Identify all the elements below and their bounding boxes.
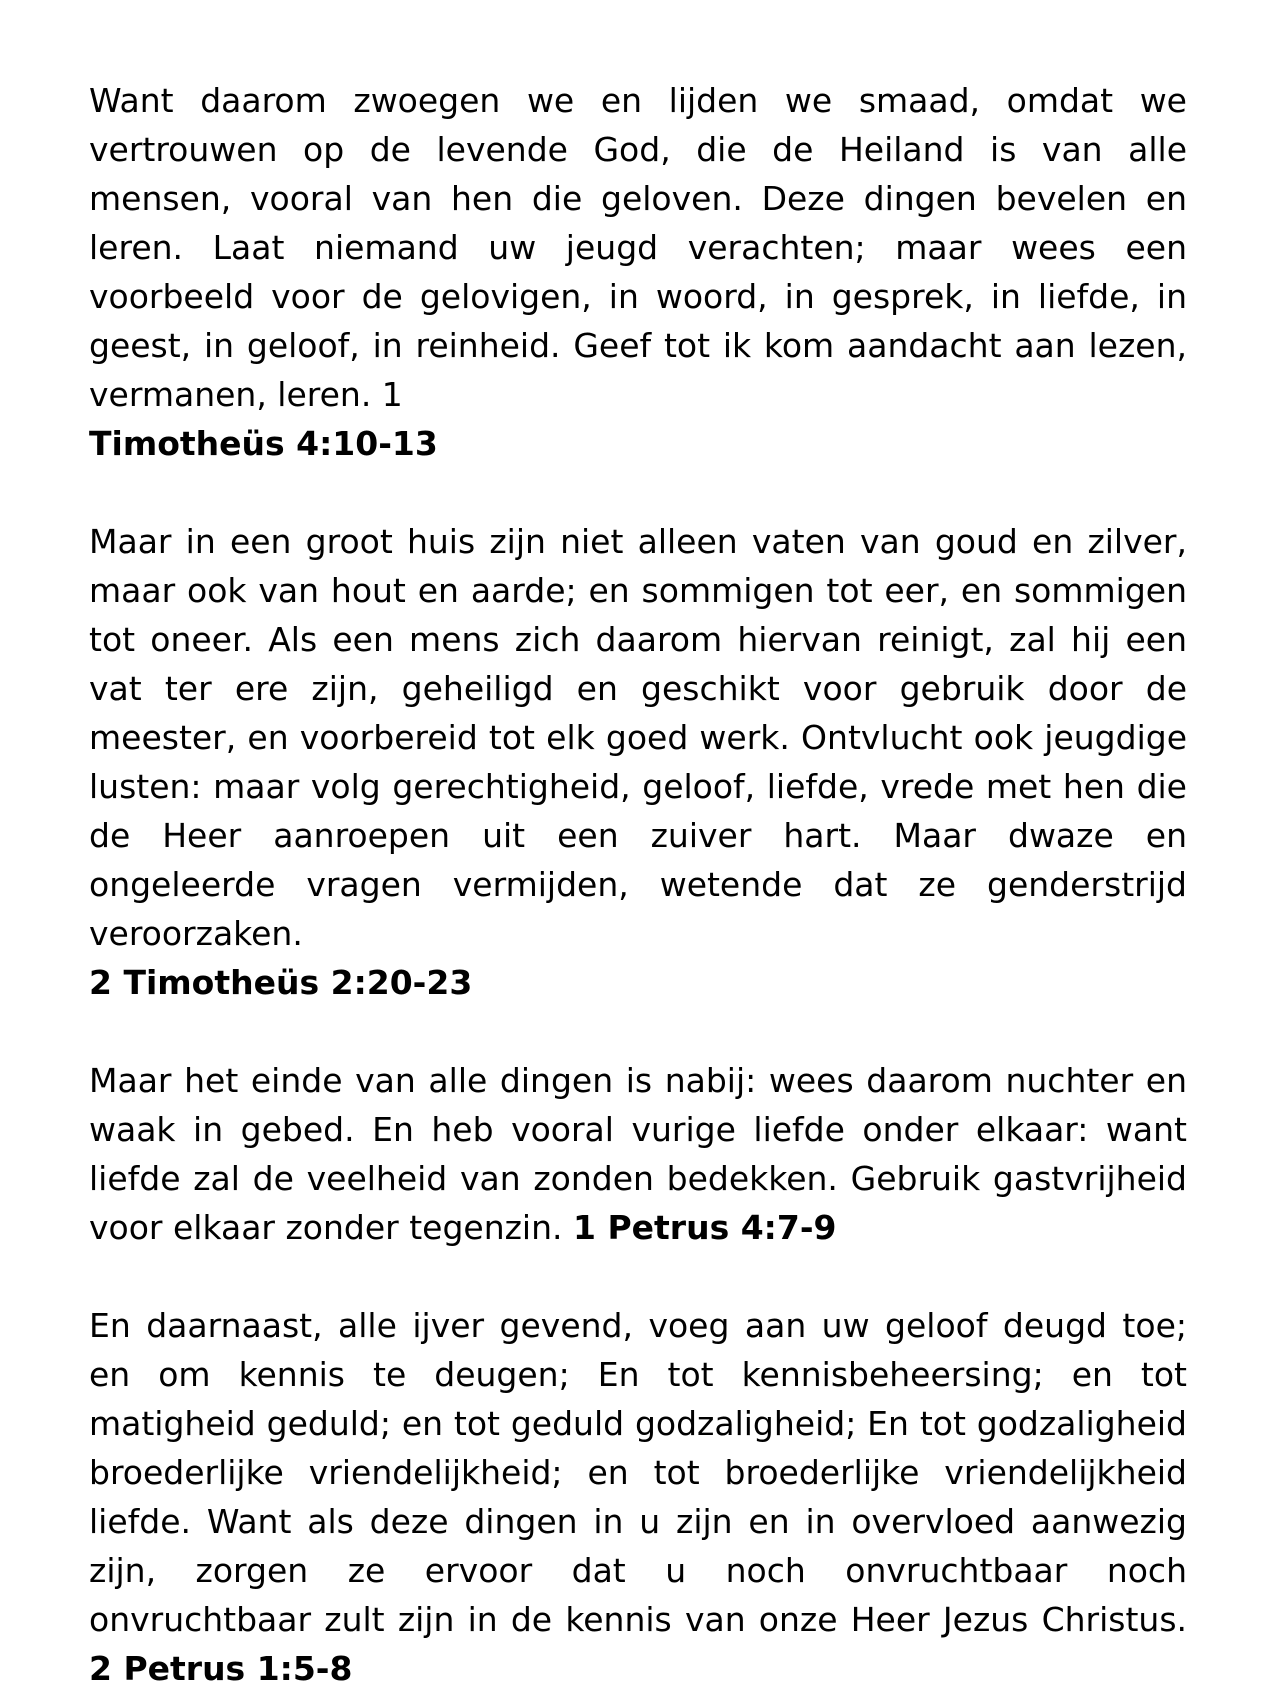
scripture-reference: 2 Petrus 1:5-8 [89, 1649, 353, 1688]
passage-text: En daarnaast, alle ijver gevend, voeg aan uw geloof deugd toe; en om kennis te deugen; En tot kennisbeheersing; en tot matigheid geduld; en tot geduld godzaligheid; En tot godzaligheid broederlijke vriendelijkheid; en tot broederlijke vriendelijkheid liefde. Want als deze dingen in u zijn en in overvloed aanwezig zijn, zorgen ze ervoor dat u noch onvruchtbaar noch onvruchtbaar zult zijn in de kennis van onze Heer Jezus Christus. [89, 1306, 1187, 1639]
scripture-reference: 1 Petrus 4:7-9 [573, 1208, 837, 1247]
passage-1 [89, 76, 1187, 468]
scripture-reference: Timotheüs 4:10-13 [89, 424, 438, 463]
passage-4 [89, 1301, 1187, 1693]
passage-text: Maar in een groot huis zijn niet alleen vaten van goud en zilver, maar ook van hout en aarde; en sommigen tot eer, en sommigen tot oneer. Als een mens zich daarom hiervan reinigt, zal hij een vat ter ere zijn, geheiligd en geschikt voor gebruik door de meester, en voorbereid tot elk goed werk. Ontvlucht ook jeugdige lusten: maar volg gerechtigheid, geloof, liefde, vrede met hen die de Heer aanroepen uit een zuiver hart. Maar dwaze en ongeleerde vragen vermijden, wetende dat ze genderstrijd veroorzaken. [89, 522, 1187, 953]
document-page [89, 76, 1187, 1693]
passage-text: Want daarom zwoegen we en lijden we smaad, omdat we vertrouwen op de levende God, die de Heiland is van alle mensen, vooral van hen die geloven. Deze dingen bevelen en leren. Laat niemand uw jeugd verachten; maar wees een voorbeeld voor de gelovigen, in woord, in gesprek, in liefde, in geest, in geloof, in reinheid. Geef tot ik kom aandacht aan lezen, vermanen, leren. 1 [89, 81, 1187, 414]
passage-2 [89, 517, 1187, 1007]
scripture-reference: 2 Timotheüs 2:20-23 [89, 963, 473, 1002]
passage-text: Maar het einde van alle dingen is nabij: wees daarom nuchter en waak in gebed. En heb vooral vurige liefde onder elkaar: want liefde zal de veelheid van zonden bedekken. Gebruik gastvrijheid voor elkaar zonder tegenzin. [89, 1061, 1187, 1247]
passage-3 [89, 1056, 1187, 1252]
